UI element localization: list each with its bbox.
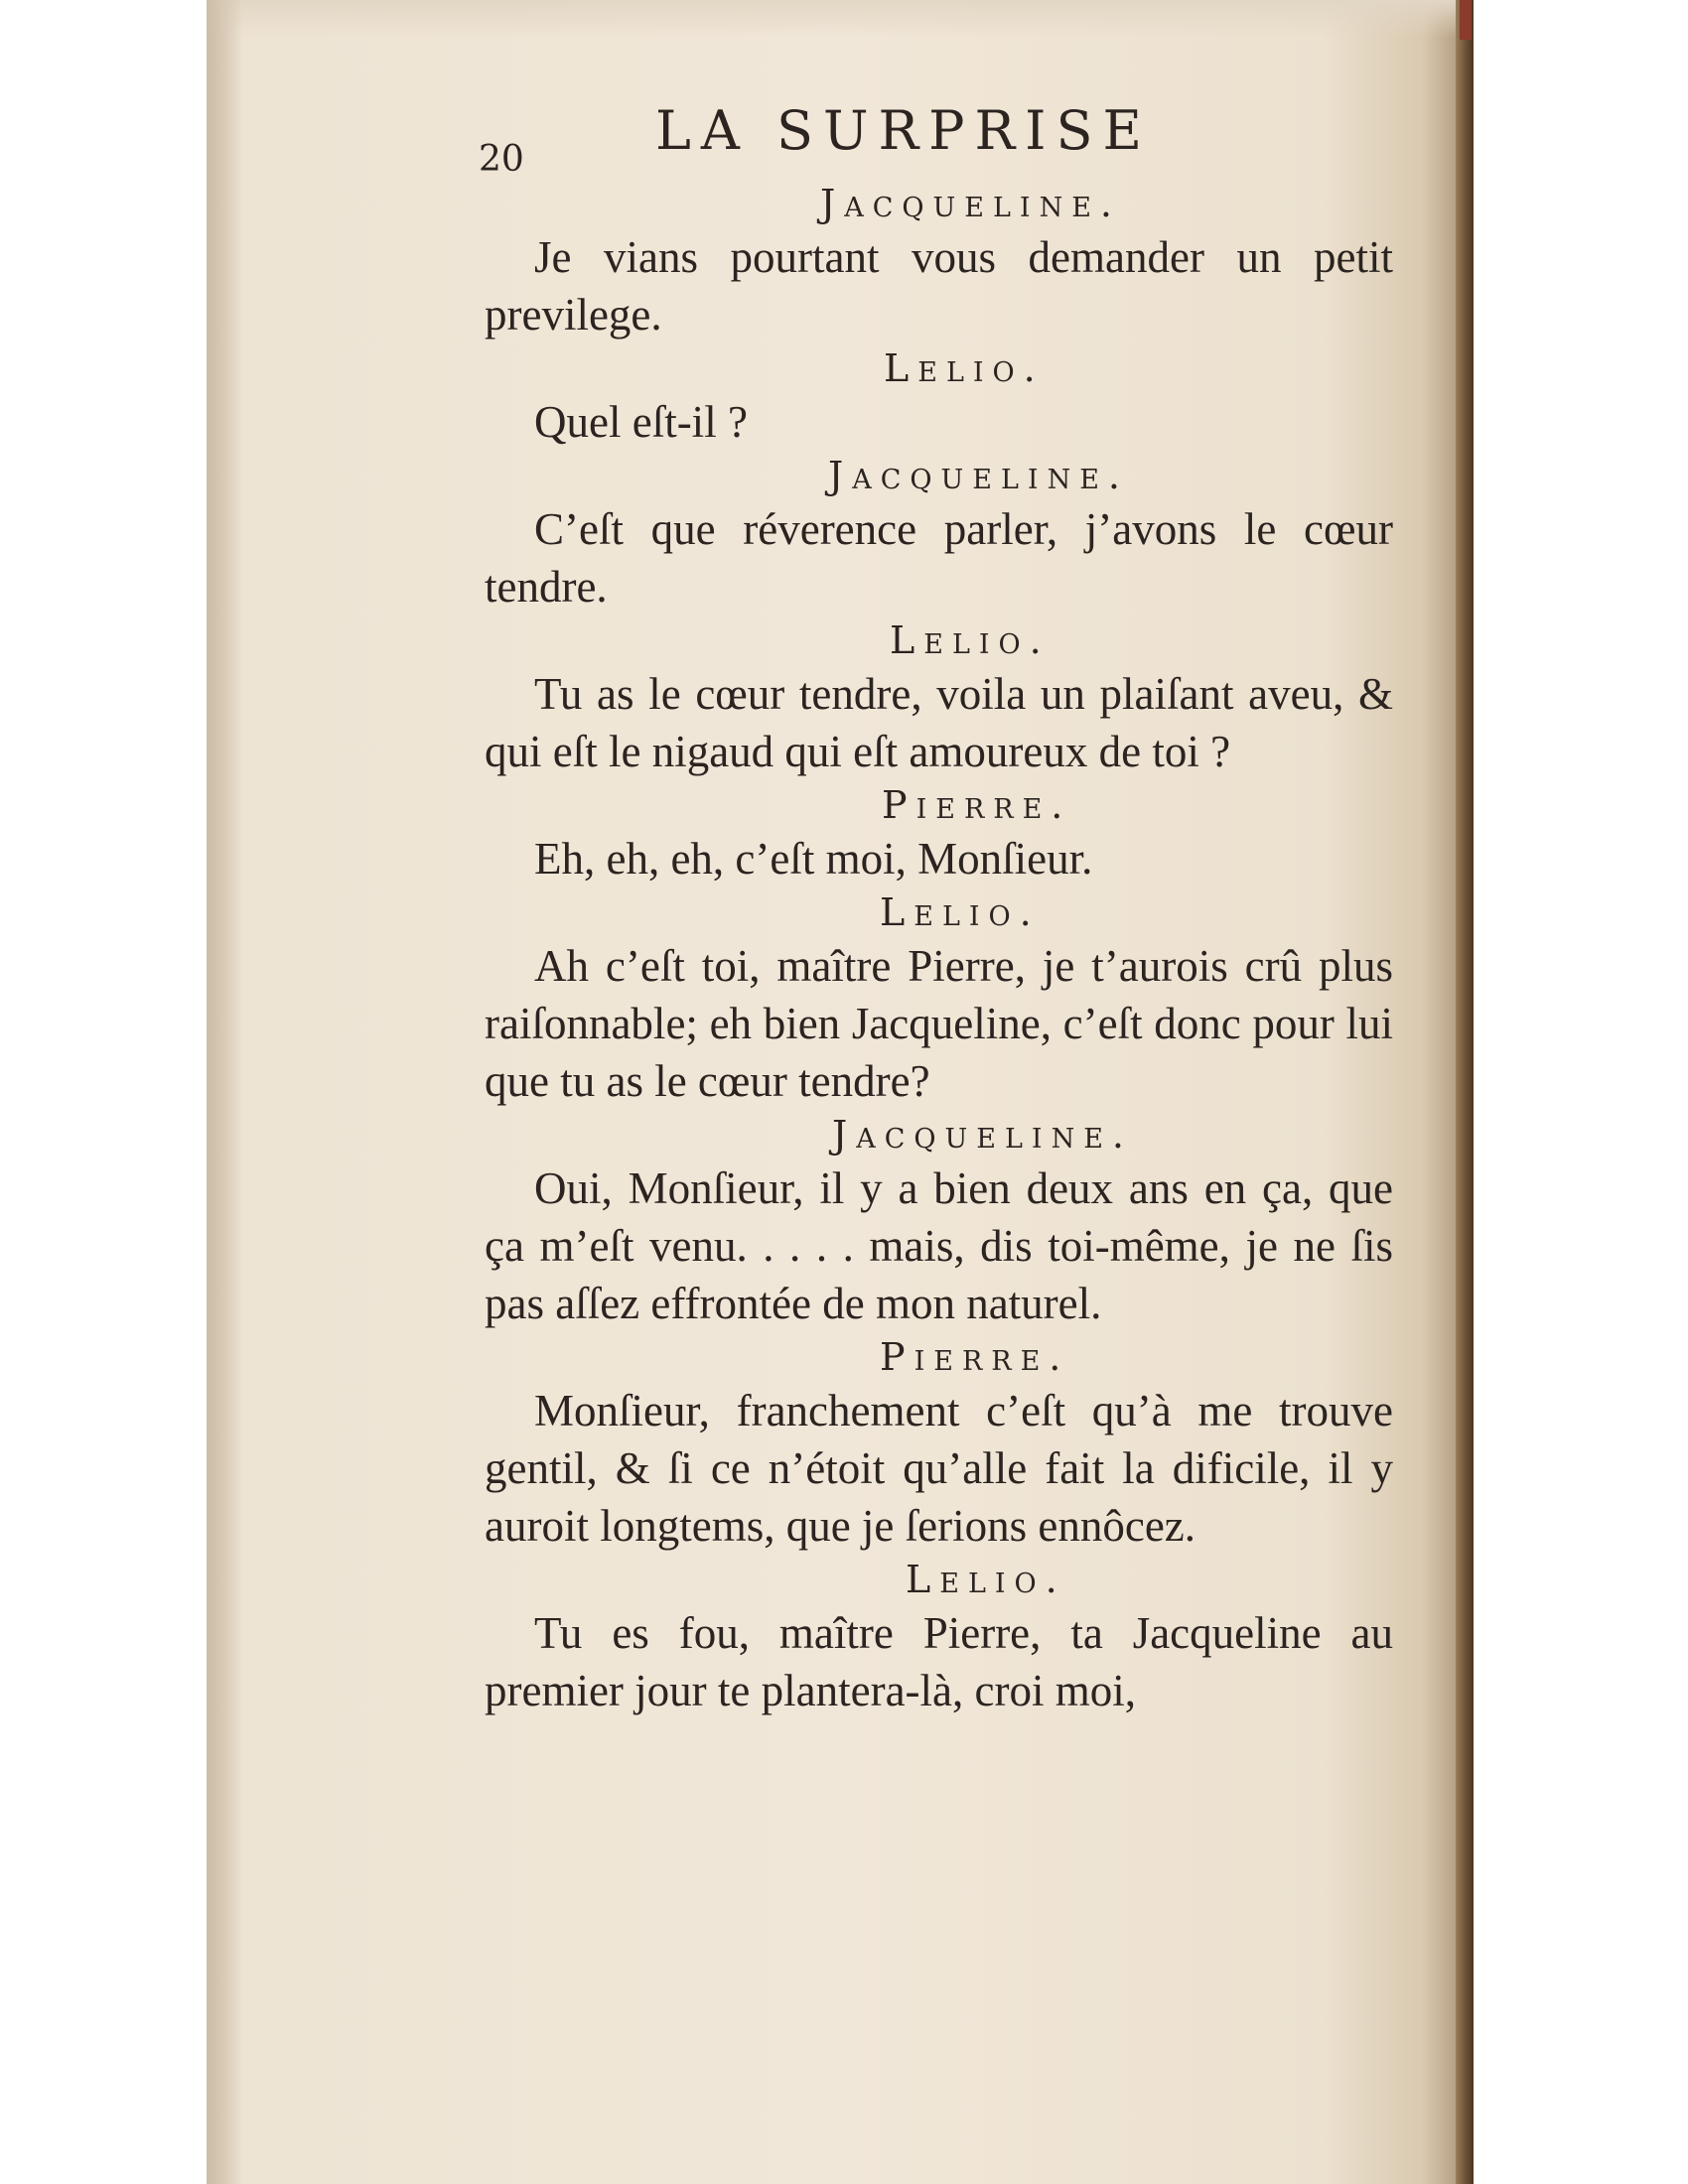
page-top-edge [207,0,1474,38]
speaker-name: Lelio. [880,890,1041,934]
page-header [288,99,1410,179]
page-left-shadow [207,0,242,2184]
book-spine [1456,0,1474,2184]
running-title: LA SURPRISE [655,99,1152,162]
speech-text: C’eſt que réverence parler, j’avons le cœur tendre. [485,504,1393,612]
speech-text: Oui, Monſieur, il y a bien deux ans en ça, que ça m’eſt venu. . . . . mais, dis toi-même, je ne ſis pas aſſez effrontée de mon naturel. [485,1163,1393,1328]
speaker-name: Lelio. [906,1558,1066,1601]
speaker-name: Pierre. [880,1335,1070,1379]
speaker-name: Pierre. [882,783,1072,827]
speech-text: Tu es fou, maître Pierre, ta Jacqueline au premier jour te plantera-là, croi moi, [485,1608,1393,1715]
speaker-name: Lelio. [890,618,1051,662]
page-number: 20 [479,139,524,180]
speech-text: Ah c’eſt toi, maître Pierre, je t’aurois crû plus raiſonnable; eh bien Jacqueline, c’eſt donc pour lui que tu as le cœur tendre? [485,941,1393,1106]
speaker-name: Jacqueline. [832,1113,1133,1157]
speech-text: Eh, eh, eh, c’eſt moi, Monſieur. [534,834,1093,884]
speech-text: Je vians pourtant vous demander un petit previlege. [485,232,1393,340]
speech-text: Monſieur, franchement c’eſt qu’à me trouve gentil, & ſi ce n’étoit qu’alle fait la dificile, il y auroit longtems, que je ſerions ennôcez. [485,1386,1393,1551]
speaker-name: Jacqueline. [828,454,1129,497]
page-text [288,99,1410,1719]
spine-binding-mark [1460,0,1472,40]
speech-text: Quel eſt-il ? [534,397,748,447]
speaker-name: Lelio. [884,346,1045,390]
speaker-name: Jacqueline. [820,182,1121,225]
speech-text: Tu as le cœur tendre, voila un plaiſant aveu, & qui eſt le nigaud qui eſt amoureux de toi ? [485,669,1393,776]
